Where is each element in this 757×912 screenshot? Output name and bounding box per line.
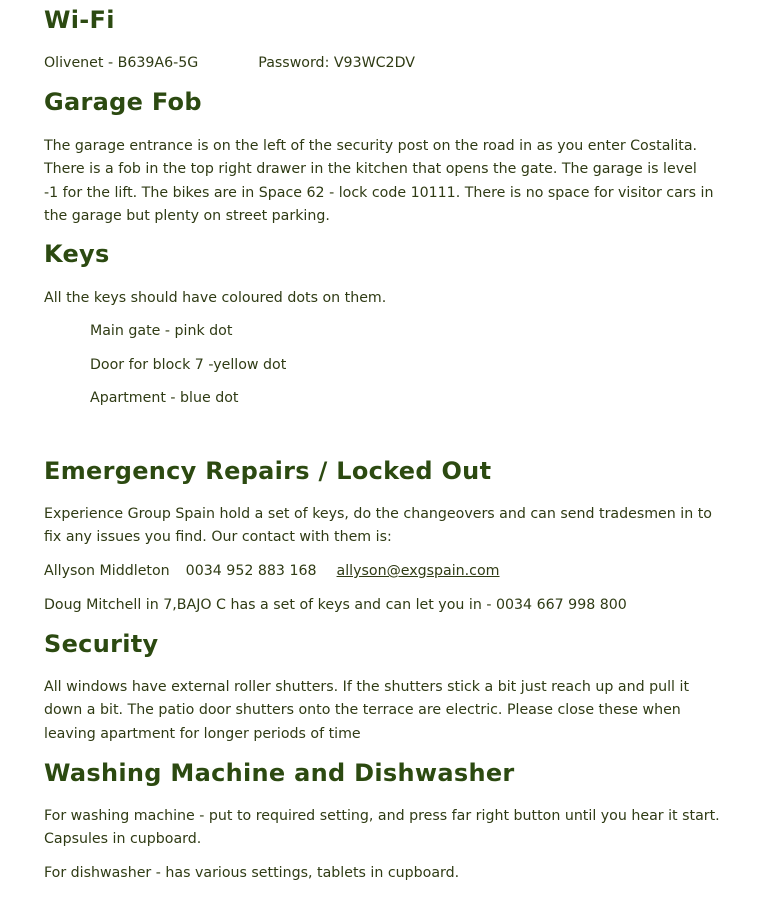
dishwasher-text: For dishwasher - has various settings, tablets in cupboard.: [44, 865, 460, 881]
wifi-password: Password: V93WC2DV: [258, 55, 415, 71]
emergency-text: Experience Group Spain hold a set of keys, do the changeovers and can send tradesmen in to fix any issues you find. Our contact with them is:: [44, 506, 712, 546]
keys-heading: Keys: [44, 240, 110, 268]
contact-email-link[interactable]: allyson@exgspain.com: [336, 563, 500, 579]
emergency-heading: Emergency Repairs / Locked Out: [44, 457, 492, 485]
key-item-apartment: Apartment - blue dot: [90, 390, 239, 406]
appliances-heading: Washing Machine and Dishwasher: [44, 759, 515, 787]
wifi-network: Olivenet - B639A6-5G: [44, 55, 199, 71]
garage-text: The garage entrance is on the left of the security post on the road in as you enter Costalita. There is a fob in the top right drawer in the kitchen that opens the gate. The garage is level -1 for the lift. The bikes are in Space 62 - lock code 10111. There is no space for visitor cars in the garage but plenty on street parking.: [44, 138, 714, 224]
contact-phone: 0034 952 883 168: [185, 563, 317, 579]
keys-intro: All the keys should have coloured dots on them.: [44, 290, 387, 306]
key-item-block-door: Door for block 7 -yellow dot: [90, 357, 287, 373]
emergency-contact: [44, 560, 500, 583]
garage-heading: Garage Fob: [44, 88, 202, 116]
contact-name: Allyson Middleton: [44, 563, 170, 579]
security-heading: Security: [44, 630, 159, 658]
neighbour-contact: Doug Mitchell in 7,BAJO C has a set of keys and can let you in - 0034 667 998 800: [44, 597, 627, 613]
security-text: All windows have external roller shutters. If the shutters stick a bit just reach up and pull it down a bit. The patio door shutters onto the terrace are electric. Please close these when leaving apartment for longer periods of time: [44, 679, 690, 742]
wifi-details: [44, 52, 415, 75]
wifi-heading: Wi-Fi: [44, 6, 115, 34]
key-item-main-gate: Main gate - pink dot: [90, 323, 233, 339]
washing-machine-text: For washing machine - put to required setting, and press far right button until you hear it start. Capsules in cupboard.: [44, 808, 720, 848]
